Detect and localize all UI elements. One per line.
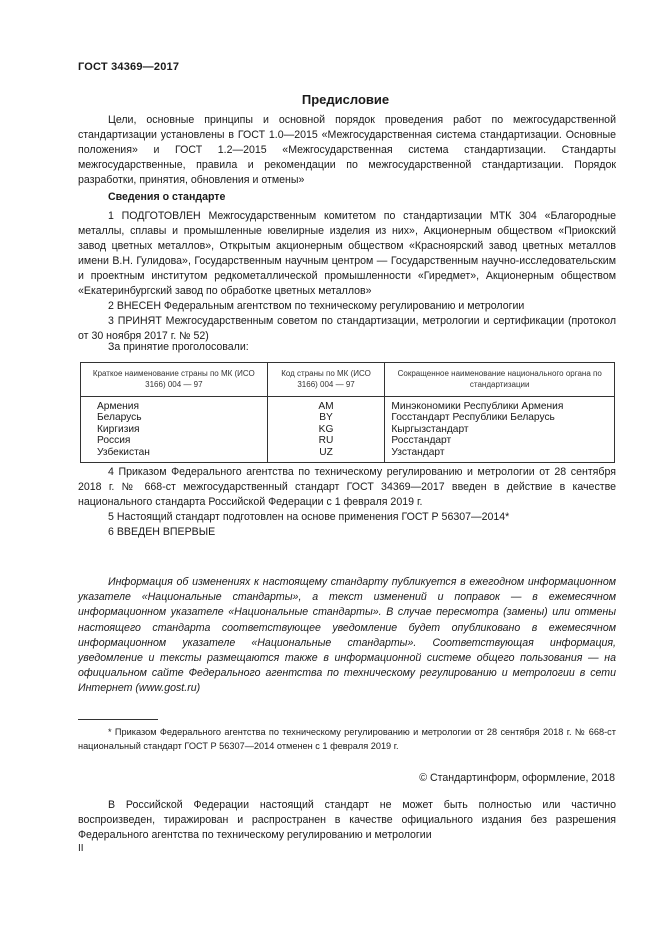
footnote <box>78 725 616 753</box>
country-code: KG <box>318 423 334 435</box>
country-code: UZ <box>319 446 333 458</box>
section-subtitle: Сведения о стандарте <box>108 191 226 203</box>
changes-notice <box>78 575 616 697</box>
page-title: Предисловие <box>301 92 390 107</box>
column-header-country: Краткое наименование страны по МК (ИСО 3166) 004 — 97 <box>81 363 268 397</box>
standard-info-list <box>78 209 616 344</box>
voted-label: За принятие проголосовали: <box>108 341 249 353</box>
country-name: Россия <box>97 435 131 447</box>
intro-text: Цели, основные принципы и основной порядок проведения работ по межгосударственной стандартизации установлены в ГОСТ 1.0—2015 «Межгосударственная система стандартизации. Основные положения» и ГОСТ 1.2—2015 «Межгосударственная система стандартизации. Стандарты межгосударственные, правила и рекомендации по межгосударственной стандартизации. Порядок разработки, принятия, обновления и отмены» <box>78 114 616 186</box>
voting-table <box>80 362 615 463</box>
table-header-row <box>81 363 615 397</box>
copyright-line: © Стандартинформ, оформление, 2018 <box>419 772 615 784</box>
table-row <box>81 397 615 463</box>
agency-name: Кыргызстандарт <box>391 423 469 435</box>
page-number: II <box>78 843 84 854</box>
country-name: Беларусь <box>97 412 142 424</box>
standard-info-list-continued <box>78 465 616 540</box>
country-code: BY <box>319 412 333 424</box>
agency-name: Узстандарт <box>391 446 445 458</box>
country-code: AM <box>318 401 334 412</box>
document-id: ГОСТ 34369—2017 <box>78 61 180 73</box>
info-item: 1 ПОДГОТОВЛЕН Межгосударственным комитетом по стандартизации МТК 304 «Благородные металлы, сплавы и промышленные ювелирные изделия из них», Акционерным обществом «Приокский завод цветных металлов», Открытым акционерным обществом «Красноярский завод цветных металлов имени В.Н. Гулидова», Государственным научным центром — Государственным научно-исследовательским и проектным институтом редкометаллической промышленности «Гиредмет», Акционерным обществом «Екатеринбургский завод по обработке цветных металлов» <box>78 210 616 297</box>
agency-name: Госстандарт Республики Беларусь <box>391 412 555 424</box>
info-item: 4 Приказом Федерального агентства по техническому регулированию и метрологии от 28 сентября 2018 г. № 668-ст межгосударственный стандарт ГОСТ 34369—2017 введен в действие в качестве национального стандарта Российской Федерации с 1 февраля 2019 г. <box>78 466 616 508</box>
info-item: 6 ВВЕДЕН ВПЕРВЫЕ <box>108 526 216 538</box>
agency-name: Минэкономики Республики Армения <box>391 401 564 412</box>
country-name: Узбекистан <box>97 446 150 458</box>
footnote-text: * Приказом Федерального агентства по техническому регулированию и метрологии от 28 сентября 2018 г. № 668-ст национальный стандарт ГОСТ Р 56307—2014 отменен с 1 февраля 2019 г. <box>78 727 616 751</box>
country-name: Киргизия <box>97 423 140 435</box>
legal-notice <box>78 798 616 843</box>
info-item: 5 Настоящий стандарт подготовлен на основе применения ГОСТ Р 56307—2014* <box>108 511 510 523</box>
info-item: 3 ПРИНЯТ Межгосударственным советом по стандартизации, метрологии и сертификации (протокол от 30 ноября 2017 г. № 52) <box>78 315 616 342</box>
footnote-divider <box>78 719 158 720</box>
changes-notice-text: Информация об изменениях к настоящему стандарту публикуется в ежегодном информационном указателе «Национальные стандарты», а текст изменений и поправок — в ежемесячном информационном указателе «Национальные стандарты». В случае пересмотра (замены) или отмены настоящего стандарта соответствующее уведомление будет опубликовано в ежемесячном информационном указателе «Национальные стандарты». Соответствующая информация, уведомление и тексты размещаются также в информационной системе общего пользования — на официальном сайте Федерального агентства по техническому регулированию и метрологии в сети Интернет (www.gost.ru) <box>78 576 616 695</box>
legal-notice-text: В Российской Федерации настоящий стандарт не может быть полностью или частично воспроизведен, тиражирован и распространен в качестве официального издания без разрешения Федерального агентства по техническому регулированию и метрологии <box>78 799 616 841</box>
info-item: 2 ВНЕСЕН Федеральным агентством по техническому регулированию и метрологии <box>108 300 525 312</box>
column-header-agency: Сокращенное наименование национального органа по стандартизации <box>385 363 615 397</box>
column-header-code: Код страны по МК (ИСО 3166) 004 — 97 <box>267 363 385 397</box>
country-name: Армения <box>97 401 139 412</box>
country-code: RU <box>318 435 334 447</box>
agency-name: Росстандарт <box>391 435 452 447</box>
intro-paragraph <box>78 113 616 188</box>
